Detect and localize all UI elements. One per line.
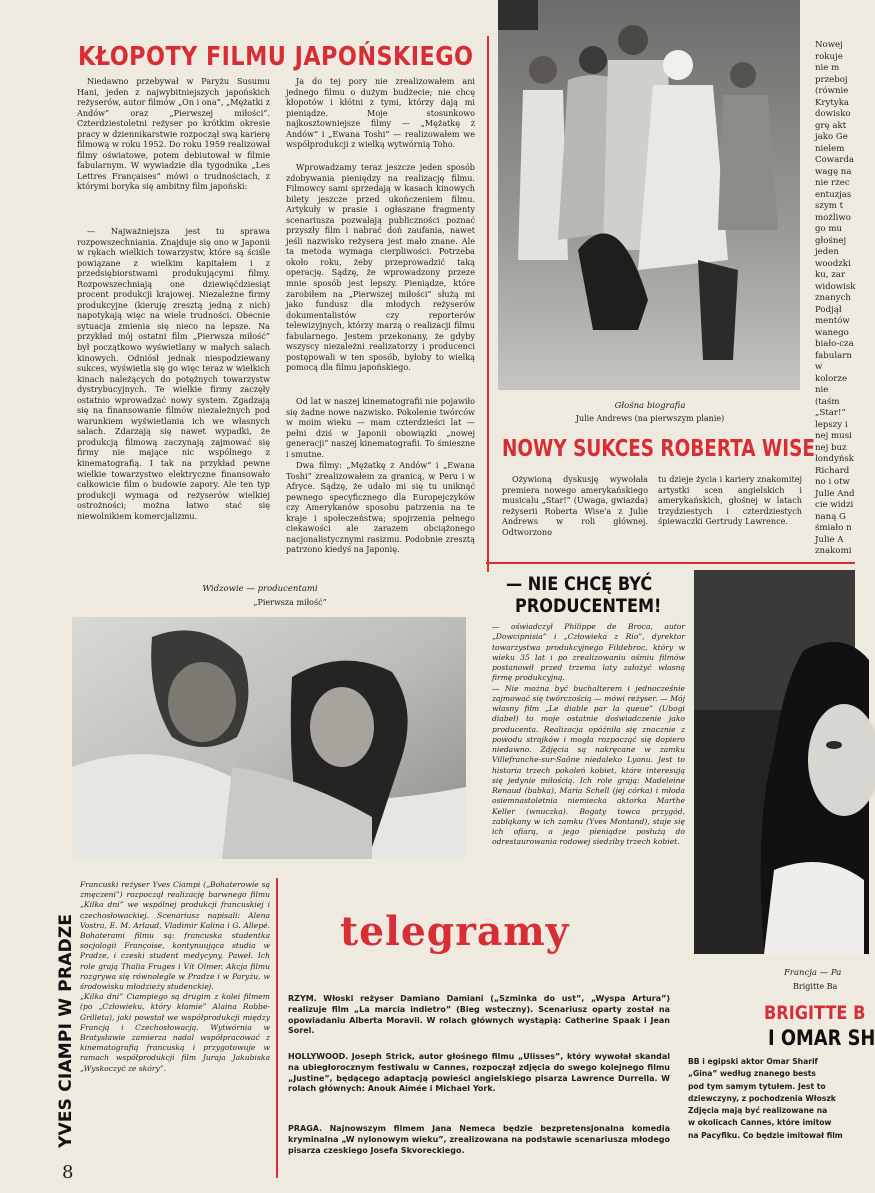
photo-dancing-scene [498,0,800,390]
article2-title: NOWY SUKCES ROBERTA WISE [502,436,815,462]
article4-body: BB i egipski aktor Omar Sharif „Gina” według znanego bests pod tym samym tytułem. Jest to dziewczyny, z pochodzenia Włoszk Zdjęcia mają być realizowane na w okolicach Cannes, które imitow na Pacyfiku. Co będzie imitował film [688,1057,843,1140]
telegram-text: Joseph Strick, autor głośnego filmu „Ulisses”, który wywołał skandal na ubiegłorocznym festiwalu w Cannes, rozpoczął zdjęcia do swego kolejnego filmu „Justine”, będącego adaptacją powieści angielskiego pisarza Lawrence Durrella. W rolach głównych: Anouk Aimée i Michael York. [288,1052,671,1094]
article5-vertical-title: YVES CIAMPI W PRADZE [56,913,76,1148]
article2-col2: tu dzieje życia i kariery znakomitej artystki scen angielskich i amerykańskich, głośnej w latach trzydziestych i czterdziestych śpiewaczki Gertrudy Lawrence. [658,474,802,527]
article1-col2-para3: Od lat w naszej kinematografii nie pojawiło się żadne nowe nazwisko. Pokolenie twórców w moim wieku — mam czterdzieści lat — pełni dziś w Japonii obowiązki „nowej generacji” naszej kinematografii. To śmieszne i smutne. [286,396,475,459]
article1-col2-para2: Wprowadzamy teraz jeszcze jeden sposób zdobywania pieniędzy na realizację filmu. Filmowcy sami sprzedają w kasach kinowych bilety jeszcze przed ukończeniem filmu. Artykuły w prasie i ogłaszane fragmenty scenariusza pozwalają publiczności poznać przyszły film i nabrać doń zaufania, nawet jeśli nazwisko reżysera jest mało znane. Ale ta metoda wymaga cierpliwości. Potrzeba około roku, żeby przeprowadzić taką operację. Sądzę, że wprowadzony przeze mnie sposób jest lepszy. Pieniądze, które zarobiłem na „Pierwszej miłości” służą mi jako fundusz dla młodych reżyserów dokumentalistów czy reporterów telewizyjnych, którzy marzą o realizacji filmu fabularnego. Jestem przekonany, że gdyby wszyscy niezależni realizatorzy i producenci postępowali w ten sposób, byłoby to wielką pomocą dla filmu japońskiego. [286,162,475,373]
article2-col1: Ożywioną dyskusję wywołała premiera nowego amerykańskiego musicalu „Star!” (Uwaga, gwiazda) reżyserii Roberta Wise'a z Julie Andrews w roli głównej. Odtworzono [502,474,648,537]
telegrams-title: telegramy [340,908,570,955]
telegram-lead: HOLLYWOOD. [288,1052,349,1061]
article1-col2-para4: Dwa filmy: „Mężatkę z Andów” i „Ewana Toshi” zrealizowałem za granicą, w Peru i w Afryce. Sądzę, że udało mi się tu uniknąć pewnego specyficznego dla Europejczyków czy Amerykanów sposobu patrzenia na te kraje i społeczeństwa; spojrzenia pełnego ciekawości ale zarazem obciążonego nacjonalistycznymi rasizmu. Podobnie zresztą patrzono kiedyś na Japonię. [286,460,475,555]
telegram-text: Najnowszym filmem Jana Nemeca będzie bezpretensjonalna komedia kryminalna „W nylonowym wieku”, zrealizowana na podstawie scenariusza młodego pisarza czeskiego Josefa Skvoreckiego. [288,1124,671,1155]
section-divider [486,562,855,564]
telegram-item-prague [288,1124,670,1168]
article1-col1-para2: — Najważniejsza jest tu sprawa rozpowszechniania. Znajduje się ono w Japonii w rękach wielkich towarzystw, które są ściśle powiązane z wielkim kapitałem i z przedsiębiorstwami produkującymi filmy. Rozpowszechniają one dziewięćdziesiąt procent produkcji krajowej. Niezależne firmy produkcyjne (kieruję zresztą jedną z nich) napotykają więc na wiele trudności. Obecnie sytuacja zmienia się nieco na lepsze. Na przykład mój ostatni film „Pierwsza miłość” był początkowo wyświetlany w małych salach kinowych. Odniósł jednak niespodziewany sukces, wyświetla się go więc teraz w wielkich kinach należących do potężnych towarzystw dystrybucyjnych. Te wielkie firmy zaczęły ostatnio wprowadzać nowy system. Zgadzają się na finansowanie filmów niezależnych pod warunkiem wyświetlania ich we własnych salach. Zdarzają się nawet wypadki, że produkcją filmową zaczynają zajmować się firmy nie mające nic wspólnego z kinematografią. I tak na przykład pewne wielkie towarzystwo elektryczne finansowało całkowicie film o budowie zapory. Ale ten typ produkcji wymaga od reżyserów wielkiej ostrożności; można łatwo stać się niewolnikiem komercjalizmu. [77,226,270,521]
article4-title-line2: I OMAR SH [768,1026,875,1050]
article3-title-line2: PRODUCENTEM! [515,595,662,617]
article1-col2-para1: Ja do tej pory nie zrealizowałem ani jednego filmu o dużym budżecie; nie chcę kłopotów i kłótni z tymi, którzy dają mi pieniądze. Moje stosunkowo najkosztowniejsze filmy — „Mężatkę z Andów” i „Ewana Toshi” — realizowałem we współprodukcji z wielką wytwórnią Toho. [286,76,475,150]
telegram-text: Włoski reżyser Damiano Damiani („Szminka do ust”, „Wyspa Artura”) realizuje film „La marcia indietro” (Bieg wsteczny). Scenariusz oparty został na opowiadaniu Alberta Moravii. W rolach głównych wystąpią: Catherine Spaak i Jean Sorel. [288,994,671,1036]
page-number: 8 [62,1162,74,1183]
article5-body: Francuski reżyser Yves Ciampi („Bohaterowie są zmęczeni”) rozpoczął realizację barwnego filmu „Kilka dni” we wspólnej produkcji francuskiej i czechosłowackiej. Scenariusz napisali: Alena Vostra, E. M. Arlaud, Vladimir Kalina i G. Allepé. Bohaterami filmu są: francuska studentka socjologii Françoise, kontynuująca studia w Pradze, i czeski student medycyny, Paweł. Ich role grają Thalia Fruges i Vít Olmer. Akcja filmu rozgrywa się równolegle w Pradze i w Paryżu, w środowisku młodzieży studenckiej. „Kilka dni” Ciampiego są drugim z kolei filmem (po „Człowieku, który kłamie” Alaina Robbe-Grilleta), jaki powstał we współprodukcji między Francją i Czechosłowacją. Wytwórnia w Bratysławie zamierza nadal współpracować z kinematografią francuską i przygotowuje w ramach współprodukcji film Juraja Jakubiska „Wyskoczyć ze skóry”. [80,880,270,1073]
photo1-caption-title: Widzowie — producentami [202,584,318,594]
telegram-item-hollywood [288,1052,670,1118]
photo-brigitte-bardot [694,570,855,954]
photo2-caption-subject: Julie Andrews (na pierwszym planie) [575,414,725,423]
photo1-caption-film: „Pierwsza miłość” [253,598,327,607]
photo-couple-pillow [72,617,466,859]
photo3-caption-title: Francja — Pa [784,968,842,978]
article4-title-line1: BRIGITTE B [764,1002,866,1024]
telegram-lead: RZYM. [288,994,317,1003]
right-edge-column: Nowej rokuje nie m przeboj (równie Krytyka dowisko grę akt jako Ge nielem Cowarda wagę na nie rzec entuzjas szym t możliwo go mu głośnej jeden woodzki ku, zar widowisk znanych Podjął mentów wanego biało-cza fabularn w kolorze nie (taśm „Star!” lepszy i nej musi nej buz londyńsk Richard no i otw Julie And cie widzi naną G śmiało n Julie A znakomi [815,40,856,556]
telegram-divider [276,878,278,1178]
article1-title: KŁOPOTY FILMU JAPOŃSKIEGO [78,42,474,72]
photo3-caption-subject: Brigitte Ba [793,982,838,991]
column-divider [487,36,489,572]
article3-body: — oświadczył Philippe de Broca, autor „Dowcipnisia” i „Człowieka z Rio”, dyrektor towarzystwa produkcyjnego Fildebroc, który w wieku 35 lat i po zrealizowaniu ośmiu filmów postanowił przed trzema laty założyć własną firmę produkcyjną. — Nie można być buchalterem i jednocześnie zajmować się twórczością — mówi reżyser. — Mój własny film „Le diable par la queue” (Ubogi diabeł) to moje ostatnie doświadczenie jako producenta. Realizacja opóźniła się znacznie z powodu strajków i mogła rozpocząć się dopiero niedawno. Zdjęcia są nakręcane w zamku Villefranche-sur-Saône niedaleko Lyonu. Jest to historia trzech pokoleń kobiet, które interesują się jedynie miłością. Ich role grają: Madeleine Renaud (babka), Maria Schell (jej córka) i młoda osiemnastoletnia niemiecka aktorka Marthe Keller (wnuczka). Bogaty towca przygód, zabłąkany w ich zamku (Yves Montand), staje się ich ofiarą, a jego pieniądze posłużą do odrestaurowania rodowej siedziby trzech kobiet. [492,622,685,847]
article3-title-line1: — NIE CHCĘ BYĆ [506,573,653,595]
photo2-caption-title: Głośna biografia [614,401,686,411]
telegram-item-rome [288,994,670,1046]
article1-col1-para1: Niedawno przebywał w Paryżu Susumu Hani, jeden z najwybitniejszych japońskich reżyserów, autor filmów „On i ona”, „Mężatki z Andów” oraz „Pierwszej miłości”. Czterdziestoletni reżyser po krótkim okresie pracy w dziennikarstwie rozpoczął swą karierę filmową w roku 1952. Do roku 1959 realizował filmy oświatowe, potem debiutował w filmie fabularnym. W wywiadzie dla tygodnika „Les Lettres Françaises” mówi o trudnościach, z którymi boryka się ambitny film japoński: [77,76,270,192]
telegram-lead: PRAGA. [288,1124,323,1133]
